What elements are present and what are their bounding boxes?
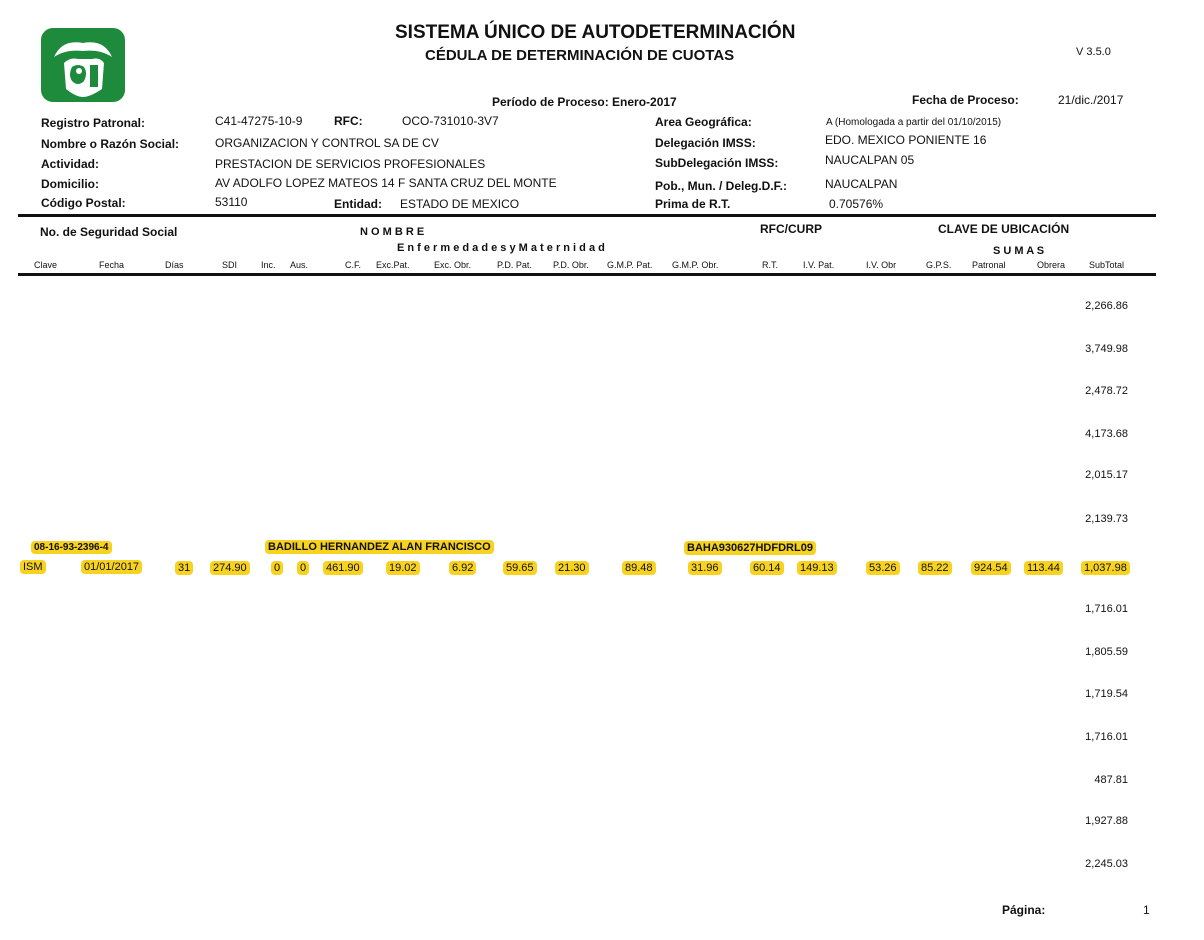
record-iv-pat: 149.13 bbox=[797, 561, 837, 575]
record-clave: ISM bbox=[20, 560, 46, 574]
subheader-sdi: SDI bbox=[222, 260, 238, 270]
subtotal-value: 4,173.68 bbox=[1085, 428, 1128, 440]
record-pd-pat: 59.65 bbox=[503, 561, 537, 575]
subtotal-value: 2,139.73 bbox=[1085, 513, 1128, 525]
record-obrera: 113.44 bbox=[1024, 561, 1063, 575]
codigo-postal-label: Código Postal: bbox=[41, 196, 126, 210]
codigo-postal-value: 53110 bbox=[215, 195, 248, 209]
delegacion-label: Delegación IMSS: bbox=[655, 136, 756, 150]
record-fecha: 01/01/2017 bbox=[81, 560, 142, 574]
delegacion-value: EDO. MEXICO PONIENTE 16 bbox=[825, 133, 987, 147]
record-cf: 461.90 bbox=[323, 561, 363, 575]
page-title: SISTEMA ÚNICO DE AUTODETERMINACIÓN bbox=[395, 22, 796, 43]
area-geografica-label: Area Geográfica: bbox=[655, 115, 752, 129]
subheader-patronal: Patronal bbox=[972, 260, 1006, 270]
rfc-value: OCO-731010-3V7 bbox=[402, 114, 499, 128]
record-inc: 0 bbox=[271, 561, 283, 575]
subheader-subtotal: SubTotal bbox=[1089, 260, 1125, 270]
entidad-value: ESTADO DE MEXICO bbox=[400, 197, 520, 211]
pagina-number: 1 bbox=[1143, 903, 1150, 917]
record-nombre: BADILLO HERNANDEZ ALAN FRANCISCO bbox=[265, 540, 494, 554]
actividad-label: Actividad: bbox=[41, 157, 100, 171]
actividad-value: PRESTACION DE SERVICIOS PROFESIONALES bbox=[215, 157, 486, 171]
subheader-exc-obr: Exc. Obr. bbox=[434, 260, 472, 270]
record-pd-obr: 21.30 bbox=[555, 561, 589, 575]
header-divider-bottom bbox=[18, 273, 1156, 276]
subheader-aus: Aus. bbox=[290, 260, 309, 270]
registro-patronal-value: C41-47275-10-9 bbox=[215, 114, 303, 128]
periodo-proceso: Período de Proceso: Enero-2017 bbox=[492, 95, 677, 109]
subtotal-value: 2,245.03 bbox=[1085, 858, 1128, 870]
record-rt: 60.14 bbox=[750, 561, 784, 575]
subheader-inc: Inc. bbox=[261, 260, 276, 270]
subtotal-value: 2,478.72 bbox=[1085, 385, 1128, 397]
subtotal-value: 1,716.01 bbox=[1085, 603, 1128, 615]
subheader-clave: Clave bbox=[34, 260, 58, 270]
poblacion-value: NAUCALPAN bbox=[825, 177, 898, 191]
col-rfc-curp-header: RFC/CURP bbox=[760, 222, 822, 236]
domicilio-label: Domicilio: bbox=[41, 177, 100, 191]
subheader-gps: G.P.S. bbox=[926, 260, 952, 270]
fecha-proceso-label: Fecha de Proceso: bbox=[912, 93, 1019, 107]
record-sdi: 274.90 bbox=[210, 561, 250, 575]
header-divider-top bbox=[18, 214, 1156, 217]
poblacion-label: Pob., Mun. / Deleg.D.F.: bbox=[655, 179, 787, 193]
entidad-label: Entidad: bbox=[334, 197, 382, 211]
subheader-dias: Días bbox=[165, 260, 184, 270]
record-exc-obr: 6.92 bbox=[449, 561, 476, 575]
imss-logo bbox=[40, 27, 126, 103]
col-sumas-header: S U M A S bbox=[993, 245, 1045, 257]
prima-rt-value: 0.70576% bbox=[829, 197, 884, 211]
record-subtotal: 1,037.98 bbox=[1081, 561, 1130, 575]
subtotal-value: 1,805.59 bbox=[1085, 646, 1128, 658]
razon-social-label: Nombre o Razón Social: bbox=[41, 137, 180, 151]
subheader-pd-obr: P.D. Obr. bbox=[553, 260, 589, 270]
subheader-obrera: Obrera bbox=[1037, 260, 1066, 270]
subheader-gmp-obr: G.M.P. Obr. bbox=[672, 260, 719, 270]
record-rfc: BAHA930627HDFDRL09 bbox=[684, 541, 816, 555]
record-gps: 85.22 bbox=[918, 561, 952, 575]
subtotal-value: 3,749.98 bbox=[1085, 343, 1128, 355]
version-label: V 3.5.0 bbox=[1076, 46, 1111, 58]
domicilio-value: AV ADOLFO LOPEZ MATEOS 14 F SANTA CRUZ DEL MONTE bbox=[215, 176, 557, 190]
subtotal-value: 2,266.86 bbox=[1085, 300, 1128, 312]
subheader-iv-obr: I.V. Obr bbox=[866, 260, 897, 270]
record-gmp-obr: 31.96 bbox=[688, 561, 722, 575]
record-exc-pat: 19.02 bbox=[386, 561, 420, 575]
subdelegacion-label: SubDelegación IMSS: bbox=[655, 156, 779, 170]
subtotal-value: 1,719.54 bbox=[1085, 688, 1128, 700]
pagina-label: Página: bbox=[1002, 903, 1046, 917]
record-nss: 08-16-93-2396-4 bbox=[31, 541, 112, 554]
registro-patronal-label: Registro Patronal: bbox=[41, 116, 146, 130]
subtotal-value: 2,015.17 bbox=[1085, 469, 1128, 481]
razon-social-value: ORGANIZACION Y CONTROL SA DE CV bbox=[215, 136, 439, 150]
subheader-pd-pat: P.D. Pat. bbox=[497, 260, 532, 270]
subdelegacion-value: NAUCALPAN 05 bbox=[825, 153, 915, 167]
record-aus: 0 bbox=[297, 561, 309, 575]
col-clave-ubicacion-header: CLAVE DE UBICACIÓN bbox=[938, 222, 1070, 236]
record-patronal: 924.54 bbox=[971, 561, 1011, 575]
col-nss-header: No. de Seguridad Social bbox=[40, 225, 178, 239]
subtotal-value: 487.81 bbox=[1094, 774, 1128, 786]
fecha-proceso-value: 21/dic./2017 bbox=[1058, 93, 1124, 107]
col-enfermedades-maternidad-header: E n f e r m e d a d e s y M a t e r n i d a d bbox=[397, 242, 605, 254]
subheader-rt: R.T. bbox=[762, 260, 779, 270]
rfc-label: RFC: bbox=[334, 114, 363, 128]
subtotal-value: 1,716.01 bbox=[1085, 731, 1128, 743]
area-geografica-value: A (Homologada a partir del 01/10/2015) bbox=[826, 117, 1002, 128]
record-dias: 31 bbox=[175, 561, 193, 575]
subheader-gmp-pat: G.M.P. Pat. bbox=[607, 260, 653, 270]
page-subtitle: CÉDULA DE DETERMINACIÓN DE CUOTAS bbox=[425, 47, 735, 64]
subheader-fecha: Fecha bbox=[99, 260, 125, 270]
subheader-exc-pat: Exc.Pat. bbox=[376, 260, 410, 270]
prima-rt-label: Prima de R.T. bbox=[655, 197, 731, 211]
record-iv-obr: 53.26 bbox=[866, 561, 900, 575]
record-gmp-pat: 89.48 bbox=[622, 561, 656, 575]
subheader-cf: C.F. bbox=[345, 260, 362, 270]
col-nombre-header: N O M B R E bbox=[360, 226, 425, 238]
subheader-iv-pat: I.V. Pat. bbox=[803, 260, 835, 270]
subtotal-value: 1,927.88 bbox=[1085, 815, 1128, 827]
